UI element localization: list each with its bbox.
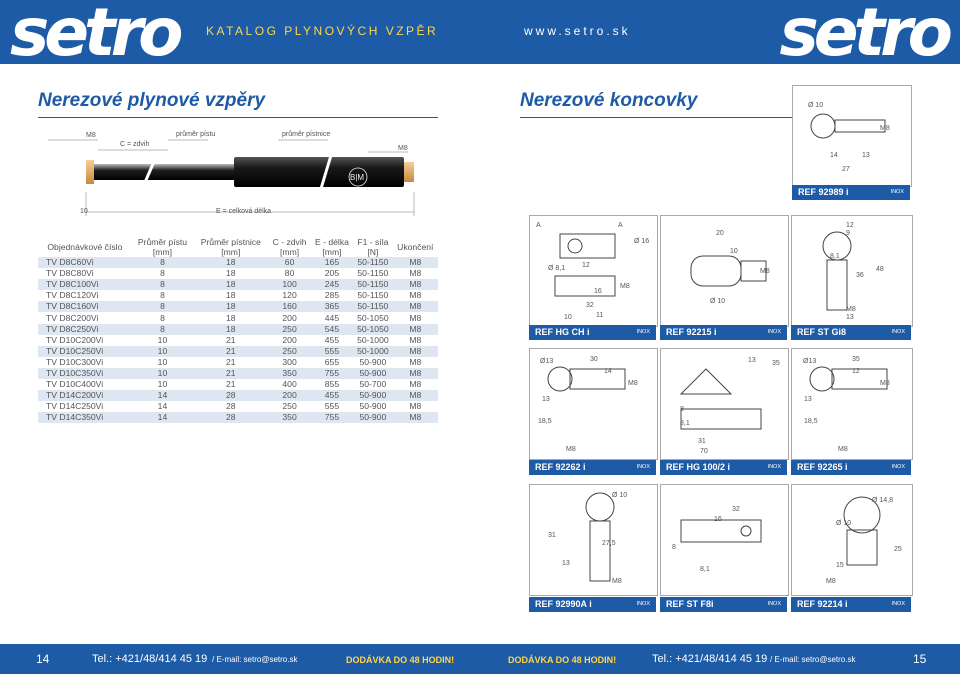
dimension-label: 35 — [852, 356, 860, 363]
delivery-note-left: DODÁVKA DO 48 HODIN! — [346, 655, 455, 665]
col-header: Průměr pístnice [mm] — [200, 237, 261, 257]
table-cell: M8 — [393, 412, 438, 423]
table-cell: TV D8C100Vi — [38, 279, 132, 290]
product-hg100-drawing — [660, 348, 789, 460]
dimension-label: 8,1 — [680, 420, 690, 427]
table-row — [38, 257, 438, 268]
ball-socket-icon — [530, 349, 657, 459]
table-cell: 8 — [160, 268, 165, 279]
table-cell: 8 — [160, 290, 165, 301]
table-cell: 250 — [268, 324, 310, 335]
table-cell: M8 — [409, 401, 422, 412]
dimension-label: 16 — [714, 516, 722, 523]
bracket-icon — [661, 349, 788, 459]
table-cell: 50-1000 — [353, 346, 392, 357]
table-cell: 445 — [324, 312, 340, 323]
dimension-label: 13 — [542, 396, 550, 403]
table-cell: 10 — [157, 334, 168, 345]
email-left[interactable]: / E-mail: setro@setro.sk — [212, 655, 298, 664]
table-cell: 18 — [193, 324, 268, 335]
table-row — [38, 401, 438, 412]
product-92990a-drawing — [529, 484, 658, 596]
table-cell: 350 — [268, 412, 310, 423]
table-cell: 200 — [282, 334, 297, 345]
dimension-label: M8 — [760, 268, 770, 275]
table-cell: 50-900 — [353, 368, 392, 379]
table-cell: 455 — [324, 334, 340, 345]
col-header: E - délka [mm] — [315, 237, 349, 257]
dimension-label: 13 — [562, 560, 570, 567]
table-cell: 8 — [132, 301, 193, 312]
table-cell: 18 — [226, 312, 236, 323]
ref-bar-hg100: REF HG 100/2 i INOX — [660, 460, 787, 475]
dimension-label: 13 — [846, 314, 854, 321]
dimension-label: 25 — [894, 546, 902, 553]
table-cell: M8 — [409, 312, 422, 323]
dimension-label: 32 — [586, 302, 594, 309]
dimension-label: 27 — [842, 166, 850, 173]
dimension-label: 13 — [804, 396, 812, 403]
table-row — [38, 268, 438, 279]
table-cell: 10 — [132, 368, 193, 379]
dimension-label: 10 — [564, 314, 572, 321]
table-row — [38, 279, 438, 290]
dimension-label: M8 — [612, 578, 622, 585]
dimension-label: M8 — [880, 380, 890, 387]
dimension-label: M8 — [838, 446, 848, 453]
table-cell: 14 — [157, 401, 168, 412]
table-cell: 655 — [324, 356, 340, 367]
page-number-left: 14 — [36, 652, 50, 666]
dimension-label: M8 — [826, 578, 836, 585]
dimension-label: Ø 10 — [710, 298, 726, 305]
email-right[interactable]: / E-mail: setro@setro.sk — [770, 655, 856, 664]
col-header: C - zdvih [mm] — [272, 237, 307, 257]
dimension-label: 15 — [836, 562, 844, 569]
table-cell: 50-900 — [353, 390, 392, 401]
table-cell: 165 — [311, 257, 353, 268]
table-cell: TV D8C120Vi — [46, 290, 99, 301]
table-cell: M8 — [393, 301, 438, 312]
table-cell: TV D10C300Vi — [46, 356, 104, 367]
stroke-label: C = zdvih — [120, 141, 150, 148]
dimension-label: 32 — [732, 506, 740, 513]
table-cell: 50-1150 — [353, 279, 392, 290]
footer-bar — [0, 644, 960, 674]
table-cell: 21 — [226, 334, 236, 345]
dimension-label: Ø 10 — [612, 492, 628, 499]
ball-stud-icon — [793, 86, 911, 186]
ref-bar-92214: REF 92214 i INOX — [791, 597, 911, 612]
table-cell: 100 — [268, 279, 310, 290]
dimension-label: Ø 10 — [836, 520, 852, 527]
table-cell: TV D10C200Vi — [46, 334, 104, 345]
table-cell: M8 — [393, 390, 438, 401]
table-row — [38, 301, 438, 312]
table-cell: 50-1150 — [357, 290, 389, 301]
col-header: Průměr pístu [mm] — [137, 237, 188, 257]
dimension-label: 35 — [772, 360, 780, 367]
table-cell: 28 — [193, 390, 268, 401]
table-cell: M8 — [393, 257, 438, 268]
table-cell: TV D8C250Vi — [38, 324, 132, 335]
title-divider-left — [38, 117, 438, 118]
table-cell: TV D10C350Vi — [38, 368, 132, 379]
table-cell: 50-900 — [353, 412, 392, 423]
ref-bar-92265: REF 92265 i INOX — [791, 460, 911, 475]
table-cell: TV D8C60Vi — [38, 257, 132, 268]
ref-bar-st-gi8: REF ST Gi8 INOX — [791, 325, 911, 340]
dimension-label: 18,5 — [804, 418, 818, 425]
phone-left: Tel.: +421/48/414 45 19 — [92, 653, 208, 665]
table-cell: M8 — [409, 290, 422, 301]
dimension-label: M8 — [620, 283, 630, 290]
fork-end-icon — [661, 485, 788, 595]
dimension-label: M8 — [566, 446, 576, 453]
rod-diameter-label: průměr pístnice — [282, 131, 331, 138]
dimension-label: 16 — [594, 288, 602, 295]
bottom-dim-label: 10 — [80, 208, 88, 215]
dimension-label: A — [618, 222, 623, 229]
dimension-label: Ø13 — [803, 358, 817, 365]
table-cell: 285 — [324, 290, 340, 301]
dimension-label: Ø13 — [540, 358, 554, 365]
table-cell: 8 — [132, 279, 193, 290]
table-cell: 755 — [311, 368, 353, 379]
table-row — [38, 324, 438, 335]
table-cell: TV D8C200Vi — [46, 312, 99, 323]
table-cell: 365 — [311, 301, 353, 312]
table-cell: M8 — [393, 324, 438, 335]
website-link[interactable]: www.setro.sk — [524, 24, 631, 38]
dimension-label: 70 — [700, 448, 708, 455]
table-cell: 10 — [132, 346, 193, 357]
dimension-label: 14 — [830, 152, 838, 159]
left-page-title: Nerezové plynové vzpěry — [38, 90, 266, 111]
dimension-label: 14 — [604, 368, 612, 375]
table-cell: 245 — [311, 279, 353, 290]
phone-right: Tel.: +421/48/414 45 19 — [652, 653, 768, 665]
col-header: Ukončení — [397, 242, 434, 252]
table-cell: 120 — [282, 290, 297, 301]
table-row — [38, 412, 438, 423]
dimension-label: 13 — [748, 357, 756, 364]
dimension-label: Ø 8,1 — [548, 265, 566, 272]
table-cell: 8 — [132, 257, 193, 268]
ball-socket-angled-icon — [792, 349, 912, 459]
dimension-label: 18,5 — [538, 418, 552, 425]
dimension-label: 10 — [730, 248, 738, 255]
table-cell: 50-700 — [359, 379, 387, 390]
table-cell: 400 — [282, 379, 297, 390]
dimension-label: 31 — [698, 438, 706, 445]
dimension-label: 31 — [548, 532, 556, 539]
dimension-label: 20 — [716, 230, 724, 237]
table-cell: 18 — [193, 257, 268, 268]
table-cell: 350 — [268, 368, 310, 379]
dimension-label: 12 — [582, 262, 590, 269]
ref-bar-st-f8: REF ST F8i INOX — [660, 597, 787, 612]
table-cell: 200 — [282, 312, 297, 323]
table-cell: 21 — [226, 379, 236, 390]
table-cell: M8 — [409, 268, 422, 279]
header-bar — [0, 0, 960, 71]
table-cell: TV D14C350Vi — [38, 412, 132, 423]
dimension-label: 30 — [590, 356, 598, 363]
product-st-f8-drawing — [660, 484, 789, 596]
dimension-label: 27,5 — [602, 540, 616, 547]
table-cell: 80 — [284, 268, 295, 279]
svg-text:B|M: B|M — [350, 173, 365, 182]
right-page-title: Nerezové koncovky — [520, 90, 698, 111]
table-cell: 18 — [226, 290, 236, 301]
table-cell: TV D8C160Vi — [38, 301, 132, 312]
dimension-label: Ø 16 — [634, 238, 650, 245]
dimension-label: A — [536, 222, 541, 229]
table-cell: M8 — [409, 334, 422, 345]
table-cell: TV D8C80Vi — [46, 268, 94, 279]
table-row — [38, 390, 438, 401]
ref-bar-92262: REF 92262 i INOX — [529, 460, 656, 475]
dimension-label: M8 — [628, 380, 638, 387]
table-cell: 200 — [268, 390, 310, 401]
table-cell: 21 — [226, 356, 236, 367]
table-cell: 855 — [324, 379, 340, 390]
table-cell: 555 — [324, 401, 340, 412]
table-cell: TV D10C250Vi — [38, 346, 132, 357]
table-cell: TV D14C250Vi — [46, 401, 104, 412]
table-cell: 21 — [193, 346, 268, 357]
table-cell: 50-1150 — [353, 257, 392, 268]
table-cell: 8 — [132, 324, 193, 335]
dimension-label: 36 — [856, 272, 864, 279]
table-cell: M8 — [409, 379, 422, 390]
dimension-label: 9 — [846, 230, 850, 237]
table-row — [38, 290, 438, 301]
product-92214-drawing — [791, 484, 913, 596]
table-cell: 205 — [324, 268, 340, 279]
gas-strut-drawing — [38, 122, 438, 222]
table-row — [38, 312, 438, 323]
ref-bar-92989: REF 92989 i INOX — [792, 185, 910, 200]
table-cell: 28 — [193, 412, 268, 423]
table-cell: M8 — [393, 346, 438, 357]
col-header: F1 - síla [N] — [357, 237, 389, 257]
table-cell: 50-1050 — [353, 324, 392, 335]
table-cell: 8 — [160, 312, 165, 323]
dimension-label: 48 — [876, 266, 884, 273]
table-cell: 555 — [311, 346, 353, 357]
table-cell: M8 — [409, 356, 422, 367]
table-cell: TV D10C400Vi — [46, 379, 104, 390]
table-cell: 10 — [157, 356, 168, 367]
table-header-row — [38, 237, 438, 257]
table-cell: 545 — [311, 324, 353, 335]
table-cell: M8 — [393, 368, 438, 379]
table-cell: M8 — [393, 279, 438, 290]
overall-length-label: E = celková délka — [216, 208, 272, 215]
dimension-label: M8 — [846, 306, 856, 313]
dimension-label: 11 — [596, 312, 604, 319]
dimension-label: 12 — [852, 368, 860, 375]
product-92989-drawing — [792, 85, 912, 187]
delivery-note-right: DODÁVKA DO 48 HODIN! — [508, 655, 617, 665]
table-cell: 755 — [311, 412, 353, 423]
table-cell: 18 — [193, 279, 268, 290]
table-cell: 50-1150 — [353, 301, 392, 312]
table-cell: 18 — [226, 268, 236, 279]
strut-spec-table — [38, 237, 438, 423]
dimension-label: 8,1 — [700, 566, 710, 573]
catalog-title: KATALOG PLYNOVÝCH VZPĚR — [206, 24, 439, 38]
dimension-label: 8 — [680, 406, 684, 413]
table-cell: 10 — [157, 379, 168, 390]
dimension-label: Ø 10 — [808, 102, 824, 109]
setro-logo-right: setro — [779, 0, 948, 71]
table-cell: 160 — [268, 301, 310, 312]
table-cell: 14 — [132, 390, 193, 401]
table-cell: 250 — [282, 401, 297, 412]
table-cell: 28 — [226, 401, 236, 412]
page-number-right: 15 — [913, 652, 927, 666]
table-cell: 21 — [193, 368, 268, 379]
table-cell: 300 — [282, 356, 297, 367]
col-header: Objednávkové číslo — [47, 242, 123, 252]
piston-diameter-label: průměr pístu — [176, 131, 216, 138]
table-cell: 60 — [268, 257, 310, 268]
dimension-label: Ø 14,8 — [872, 497, 894, 504]
table-cell: 50-900 — [359, 356, 387, 367]
thread-right-label: M8 — [398, 145, 408, 152]
ref-bar-92990a: REF 92990A i INOX — [529, 597, 656, 612]
dimension-label: M8 — [880, 125, 890, 132]
ref-bar-92215: REF 92215 i INOX — [660, 325, 787, 340]
table-row — [38, 357, 438, 368]
table-cell: 18 — [193, 301, 268, 312]
table-cell: 455 — [311, 390, 353, 401]
table-cell: 50-1150 — [357, 268, 389, 279]
table-cell: 50-1050 — [357, 312, 389, 323]
dimension-label: 8,1 — [830, 253, 840, 260]
ball-cap-icon — [792, 485, 912, 595]
table-cell: 14 — [132, 412, 193, 423]
thread-top-label: M8 — [86, 132, 96, 139]
table-row — [38, 346, 438, 357]
table-cell: TV D14C200Vi — [38, 390, 132, 401]
setro-logo-left: setro — [10, 0, 179, 71]
ball-pin-icon — [530, 485, 657, 595]
ref-bar-hg-ch: REF HG CH i INOX — [529, 325, 656, 340]
table-cell: 50-900 — [359, 401, 387, 412]
dimension-label: 12 — [846, 222, 854, 229]
table-row — [38, 335, 438, 346]
dimension-label: 13 — [862, 152, 870, 159]
table-row — [38, 368, 438, 379]
table-cell: 50-1000 — [357, 334, 389, 345]
table-body — [38, 257, 438, 423]
table-row — [38, 379, 438, 390]
dimension-label: 8 — [672, 544, 676, 551]
table-cell: 250 — [268, 346, 310, 357]
